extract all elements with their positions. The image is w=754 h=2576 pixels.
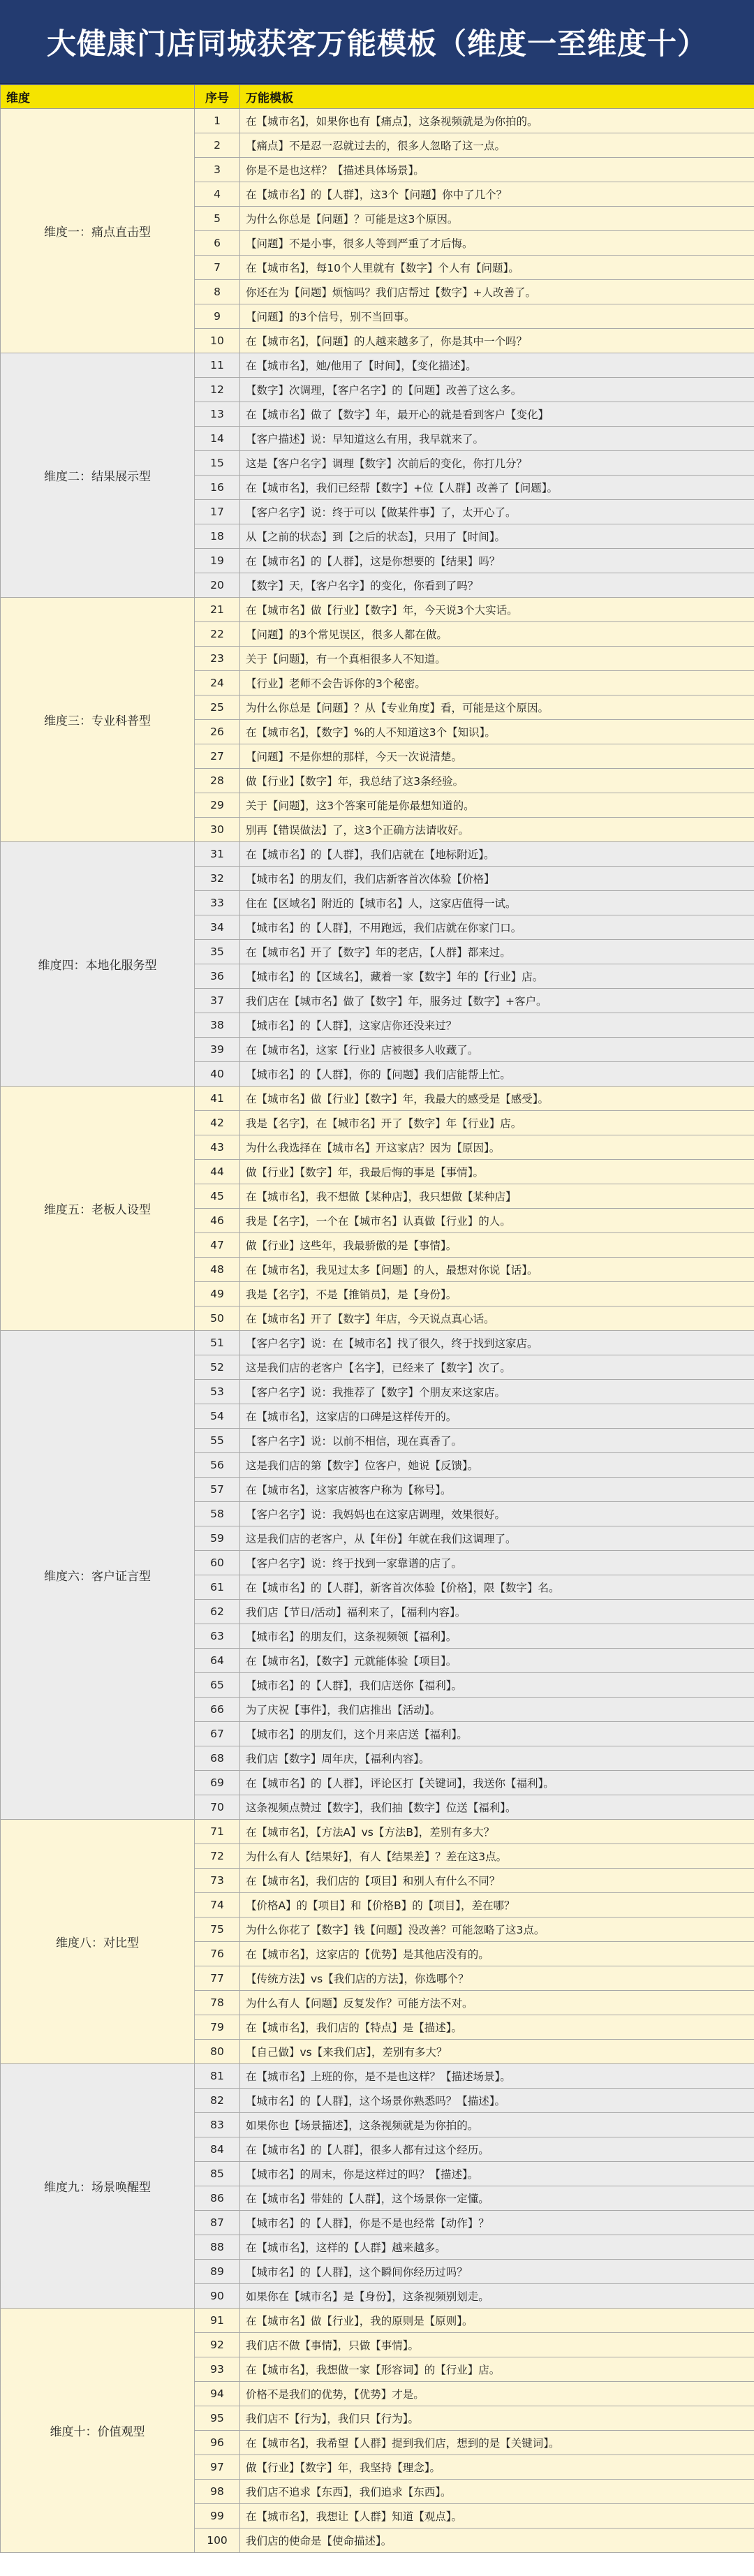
row-number: 50 xyxy=(195,1307,240,1331)
row-number: 55 xyxy=(195,1429,240,1453)
row-number: 58 xyxy=(195,1502,240,1526)
row-number: 14 xyxy=(195,427,240,451)
template-text: 从【之前的状态】到【之后的状态】，只用了【时间】。 xyxy=(240,524,754,549)
dimension-cell: 维度五：老板人设型 xyxy=(1,1087,195,1331)
template-text: 在【城市名】，【数字】元就能体验【项目】。 xyxy=(240,1649,754,1673)
row-number: 71 xyxy=(195,1820,240,1844)
header-template: 万能模板 xyxy=(240,85,754,109)
template-text: 我们店在【城市名】做了【数字】年，服务过【数字】+客户。 xyxy=(240,989,754,1013)
template-text: 在【城市名】，这家店被客户称为【称号】。 xyxy=(240,1478,754,1502)
row-number: 91 xyxy=(195,2309,240,2333)
template-text: 【问题】的3个常见误区，很多人都在做。 xyxy=(240,622,754,647)
row-number: 97 xyxy=(195,2455,240,2480)
template-table xyxy=(0,84,754,2553)
template-text: 在【城市名】的【人群】，评论区打【关键词】，我送你【福利】。 xyxy=(240,1771,754,1795)
row-number: 94 xyxy=(195,2382,240,2406)
template-text: 【城市名】的朋友们，我们店新客首次体验【价格】 xyxy=(240,867,754,891)
row-number: 88 xyxy=(195,2235,240,2260)
row-number: 53 xyxy=(195,1380,240,1404)
template-text: 这是我们店的老客户【名字】，已经来了【数字】次了。 xyxy=(240,1355,754,1380)
template-text: 在【城市名】，这样的【人群】越来越多。 xyxy=(240,2235,754,2260)
table-row xyxy=(1,1820,754,1844)
row-number: 27 xyxy=(195,744,240,769)
template-text: 在【城市名】做【行业】，我的原则是【原则】。 xyxy=(240,2309,754,2333)
template-text: 在【城市名】，我希望【人群】提到我们店，想到的是【关键词】。 xyxy=(240,2431,754,2455)
template-text: 我们店【节日/活动】福利来了，【福利内容】。 xyxy=(240,1600,754,1624)
template-text: 【痛点】不是忍一忍就过去的，很多人忽略了这一点。 xyxy=(240,133,754,158)
template-text: 【城市名】的【人群】，你是不是也经常【动作】？ xyxy=(240,2211,754,2235)
template-text: 在【城市名】做了【数字】年，最开心的就是看到客户【变化】 xyxy=(240,402,754,427)
template-text: 在【城市名】，她/他用了【时间】，【变化描述】。 xyxy=(240,353,754,378)
template-text: 【数字】次调理，【客户名字】的【问题】改善了这么多。 xyxy=(240,378,754,402)
table-row xyxy=(1,1331,754,1355)
template-text: 我是【名字】，一个在【城市名】认真做【行业】的人。 xyxy=(240,1209,754,1233)
template-text: 【城市名】的【人群】，我们店送你【福利】。 xyxy=(240,1673,754,1698)
template-text: 在【城市名】带娃的【人群】，这个场景你一定懂。 xyxy=(240,2186,754,2211)
row-number: 93 xyxy=(195,2357,240,2382)
row-number: 73 xyxy=(195,1869,240,1893)
template-text: 【客户名字】说：以前不相信，现在真香了。 xyxy=(240,1429,754,1453)
template-text: 这条视频点赞过【数字】，我们抽【数字】位送【福利】。 xyxy=(240,1795,754,1820)
template-text: 如果你在【城市名】是【身份】，这条视频别划走。 xyxy=(240,2284,754,2309)
dimension-cell: 维度三：专业科普型 xyxy=(1,598,195,842)
template-text: 在【城市名】，我不想做【某种店】，我只想做【某种店】 xyxy=(240,1184,754,1209)
template-text: 在【城市名】，我们店的【项目】和别人有什么不同？ xyxy=(240,1869,754,1893)
template-text: 【城市名】的【人群】，不用跑远，我们店就在你家门口。 xyxy=(240,915,754,940)
template-text: 【价格A】的【项目】和【价格B】的【项目】，差在哪？ xyxy=(240,1893,754,1918)
template-text: 做【行业】【数字】年，我总结了这3条经验。 xyxy=(240,769,754,793)
template-text: 我们店的使命是【使命描述】。 xyxy=(240,2529,754,2553)
row-number: 66 xyxy=(195,1698,240,1722)
template-text: 【城市名】的【区域名】，藏着一家【数字】年的【行业】店。 xyxy=(240,964,754,989)
row-number: 61 xyxy=(195,1575,240,1600)
template-text: 在【城市名】做【行业】【数字】年，今天说3个大实话。 xyxy=(240,598,754,622)
row-number: 69 xyxy=(195,1771,240,1795)
row-number: 9 xyxy=(195,304,240,329)
template-text: 【城市名】的【人群】，这个场景你熟悉吗？【描述】。 xyxy=(240,2089,754,2113)
template-text: 【行业】老师不会告诉你的3个秘密。 xyxy=(240,671,754,695)
row-number: 8 xyxy=(195,280,240,304)
row-number: 1 xyxy=(195,109,240,133)
template-text: 如果你也【场景描述】，这条视频就是为你拍的。 xyxy=(240,2113,754,2137)
header-number: 序号 xyxy=(195,85,240,109)
dimension-cell: 维度一：痛点直击型 xyxy=(1,109,195,353)
row-number: 85 xyxy=(195,2162,240,2186)
row-number: 33 xyxy=(195,891,240,915)
template-text: 在【城市名】上班的你，是不是也这样？【描述场景】。 xyxy=(240,2064,754,2089)
template-text: 【客户名字】说：我妈妈也在这家店调理，效果很好。 xyxy=(240,1502,754,1526)
row-number: 63 xyxy=(195,1624,240,1649)
template-text: 在【城市名】，我们已经帮【数字】+位【人群】改善了【问题】。 xyxy=(240,476,754,500)
row-number: 44 xyxy=(195,1160,240,1184)
row-number: 22 xyxy=(195,622,240,647)
template-text: 在【城市名】，【数字】%的人不知道这3个【知识】。 xyxy=(240,720,754,744)
template-text: 【数字】天，【客户名字】的变化，你看到了吗？ xyxy=(240,573,754,598)
row-number: 32 xyxy=(195,867,240,891)
table-row xyxy=(1,353,754,378)
template-text: 在【城市名】开了【数字】年店，今天说点真心话。 xyxy=(240,1307,754,1331)
row-number: 64 xyxy=(195,1649,240,1673)
row-number: 83 xyxy=(195,2113,240,2137)
row-number: 46 xyxy=(195,1209,240,1233)
template-text: 在【城市名】的【人群】，很多人都有过这个经历。 xyxy=(240,2137,754,2162)
row-number: 23 xyxy=(195,647,240,671)
template-text: 在【城市名】，这家店的【优势】是其他店没有的。 xyxy=(240,1942,754,1966)
row-number: 29 xyxy=(195,793,240,818)
row-number: 16 xyxy=(195,476,240,500)
template-text: 【客户名字】说：终于找到一家靠谱的店了。 xyxy=(240,1551,754,1575)
row-number: 89 xyxy=(195,2260,240,2284)
table-header-row xyxy=(1,85,754,109)
template-text: 【城市名】的【人群】，这个瞬间你经历过吗？ xyxy=(240,2260,754,2284)
row-number: 21 xyxy=(195,598,240,622)
template-text: 你还在为【问题】烦恼吗？我们店帮过【数字】+人改善了。 xyxy=(240,280,754,304)
template-text: 【客户名字】说：终于可以【做某件事】了，太开心了。 xyxy=(240,500,754,524)
row-number: 87 xyxy=(195,2211,240,2235)
table-row xyxy=(1,842,754,867)
template-text: 在【城市名】，我见过太多【问题】的人，最想对你说【话】。 xyxy=(240,1258,754,1282)
template-text: 价格不是我们的优势，【优势】才是。 xyxy=(240,2382,754,2406)
template-text: 在【城市名】，我们店的【特点】是【描述】。 xyxy=(240,2015,754,2040)
row-number: 38 xyxy=(195,1013,240,1038)
template-text: 这是我们店的老客户，从【年份】年就在我们这调理了。 xyxy=(240,1526,754,1551)
template-text: 关于【问题】，有一个真相很多人不知道。 xyxy=(240,647,754,671)
row-number: 68 xyxy=(195,1746,240,1771)
row-number: 79 xyxy=(195,2015,240,2040)
template-text: 【城市名】的【人群】，这家店你还没来过？ xyxy=(240,1013,754,1038)
row-number: 15 xyxy=(195,451,240,476)
template-text: 关于【问题】，这3个答案可能是你最想知道的。 xyxy=(240,793,754,818)
row-number: 54 xyxy=(195,1404,240,1429)
template-text: 我是【名字】，不是【推销员】，是【身份】。 xyxy=(240,1282,754,1307)
row-number: 81 xyxy=(195,2064,240,2089)
template-text: 你是不是也这样？【描述具体场景】。 xyxy=(240,158,754,182)
template-text: 在【城市名】，每10个人里就有【数字】个人有【问题】。 xyxy=(240,256,754,280)
row-number: 99 xyxy=(195,2504,240,2529)
template-text: 在【城市名】的【人群】，这是你想要的【结果】吗？ xyxy=(240,549,754,573)
template-text: 为什么你总是【问题】？从【专业角度】看，可能是这个原因。 xyxy=(240,695,754,720)
row-number: 34 xyxy=(195,915,240,940)
dimension-cell: 维度四：本地化服务型 xyxy=(1,842,195,1087)
dimension-cell: 维度九：场景唤醒型 xyxy=(1,2064,195,2309)
row-number: 74 xyxy=(195,1893,240,1918)
row-number: 48 xyxy=(195,1258,240,1282)
template-text: 我是【名字】，在【城市名】开了【数字】年【行业】店。 xyxy=(240,1111,754,1135)
template-text: 在【城市名】做【行业】【数字】年，我最大的感受是【感受】。 xyxy=(240,1087,754,1111)
dimension-cell: 维度六：客户证言型 xyxy=(1,1331,195,1820)
template-text: 在【城市名】，如果你也有【痛点】，这条视频就是为你拍的。 xyxy=(240,109,754,133)
row-number: 26 xyxy=(195,720,240,744)
row-number: 72 xyxy=(195,1844,240,1869)
template-text: 【客户名字】说：在【城市名】找了很久，终于找到这家店。 xyxy=(240,1331,754,1355)
row-number: 19 xyxy=(195,549,240,573)
template-text: 【客户名字】说：我推荐了【数字】个朋友来这家店。 xyxy=(240,1380,754,1404)
row-number: 47 xyxy=(195,1233,240,1258)
row-number: 4 xyxy=(195,182,240,207)
template-text: 在【城市名】开了【数字】年的老店，【人群】都来过。 xyxy=(240,940,754,964)
dimension-cell: 维度十：价值观型 xyxy=(1,2309,195,2553)
row-number: 6 xyxy=(195,231,240,256)
template-text: 在【城市名】，我想做一家【形容词】的【行业】店。 xyxy=(240,2357,754,2382)
template-text: 为什么我选择在【城市名】开这家店？因为【原因】。 xyxy=(240,1135,754,1160)
row-number: 35 xyxy=(195,940,240,964)
row-number: 45 xyxy=(195,1184,240,1209)
row-number: 80 xyxy=(195,2040,240,2064)
row-number: 60 xyxy=(195,1551,240,1575)
row-number: 100 xyxy=(195,2529,240,2553)
template-text: 【城市名】的朋友们，这个月来店送【福利】。 xyxy=(240,1722,754,1746)
template-text: 【问题】不是小事，很多人等到严重了才后悔。 xyxy=(240,231,754,256)
template-text: 这是【客户名字】调理【数字】次前后的变化，你打几分？ xyxy=(240,451,754,476)
row-number: 57 xyxy=(195,1478,240,1502)
template-text: 在【城市名】，我想让【人群】知道【观点】。 xyxy=(240,2504,754,2529)
template-text: 别再【错误做法】了，这3个正确方法请收好。 xyxy=(240,818,754,842)
table-row xyxy=(1,1087,754,1111)
template-text: 我们店不做【事情】，只做【事情】。 xyxy=(240,2333,754,2357)
template-text: 【客户描述】说：早知道这么有用，我早就来了。 xyxy=(240,427,754,451)
row-number: 75 xyxy=(195,1918,240,1942)
row-number: 36 xyxy=(195,964,240,989)
row-number: 96 xyxy=(195,2431,240,2455)
template-text: 做【行业】这些年，我最骄傲的是【事情】。 xyxy=(240,1233,754,1258)
row-number: 2 xyxy=(195,133,240,158)
row-number: 78 xyxy=(195,1991,240,2015)
header-dimension: 维度 xyxy=(1,85,195,109)
row-number: 18 xyxy=(195,524,240,549)
row-number: 76 xyxy=(195,1942,240,1966)
row-number: 5 xyxy=(195,207,240,231)
row-number: 84 xyxy=(195,2137,240,2162)
template-text: 我们店不【行为】，我们只【行为】。 xyxy=(240,2406,754,2431)
template-text: 在【城市名】的【人群】，我们店就在【地标附近】。 xyxy=(240,842,754,867)
row-number: 39 xyxy=(195,1038,240,1062)
row-number: 62 xyxy=(195,1600,240,1624)
template-text: 在【城市名】，【方法A】vs【方法B】，差别有多大？ xyxy=(240,1820,754,1844)
template-text: 在【城市名】，这家店的口碑是这样传开的。 xyxy=(240,1404,754,1429)
row-number: 31 xyxy=(195,842,240,867)
table-row xyxy=(1,2064,754,2089)
row-number: 67 xyxy=(195,1722,240,1746)
template-text: 我们店【数字】周年庆，【福利内容】。 xyxy=(240,1746,754,1771)
template-text: 【城市名】的【人群】，你的【问题】我们店能帮上忙。 xyxy=(240,1062,754,1087)
row-number: 7 xyxy=(195,256,240,280)
row-number: 49 xyxy=(195,1282,240,1307)
row-number: 90 xyxy=(195,2284,240,2309)
template-text: 住在【区域名】附近的【城市名】人，这家店值得一试。 xyxy=(240,891,754,915)
row-number: 12 xyxy=(195,378,240,402)
template-text: 我们店不追求【东西】，我们追求【东西】。 xyxy=(240,2480,754,2504)
dimension-cell: 维度二：结果展示型 xyxy=(1,353,195,598)
template-text: 为什么你花了【数字】钱【问题】没改善？可能忽略了这3点。 xyxy=(240,1918,754,1942)
template-text: 在【城市名】，这家【行业】店被很多人收藏了。 xyxy=(240,1038,754,1062)
row-number: 77 xyxy=(195,1966,240,1991)
row-number: 17 xyxy=(195,500,240,524)
dimension-cell: 维度八：对比型 xyxy=(1,1820,195,2064)
template-text: 【城市名】的朋友们，这条视频领【福利】。 xyxy=(240,1624,754,1649)
row-number: 30 xyxy=(195,818,240,842)
row-number: 92 xyxy=(195,2333,240,2357)
row-number: 65 xyxy=(195,1673,240,1698)
row-number: 10 xyxy=(195,329,240,353)
row-number: 59 xyxy=(195,1526,240,1551)
template-text: 【问题】不是你想的那样，今天一次说清楚。 xyxy=(240,744,754,769)
row-number: 41 xyxy=(195,1087,240,1111)
table-row xyxy=(1,598,754,622)
template-text: 为了庆祝【事件】，我们店推出【活动】。 xyxy=(240,1698,754,1722)
row-number: 70 xyxy=(195,1795,240,1820)
row-number: 20 xyxy=(195,573,240,598)
template-text: 这是我们店的第【数字】位客户，她说【反馈】。 xyxy=(240,1453,754,1478)
template-text: 在【城市名】的【人群】，新客首次体验【价格】，限【数字】名。 xyxy=(240,1575,754,1600)
table-body xyxy=(1,109,754,2553)
row-number: 28 xyxy=(195,769,240,793)
page-title: 大健康门店同城获客万能模板（维度一至维度十） xyxy=(0,0,754,84)
row-number: 24 xyxy=(195,671,240,695)
template-text: 【城市名】的周末，你是这样过的吗？【描述】。 xyxy=(240,2162,754,2186)
table-row xyxy=(1,109,754,133)
template-text: 为什么有人【结果好】，有人【结果差】？差在这3点。 xyxy=(240,1844,754,1869)
row-number: 82 xyxy=(195,2089,240,2113)
row-number: 13 xyxy=(195,402,240,427)
table-row xyxy=(1,2309,754,2333)
row-number: 43 xyxy=(195,1135,240,1160)
row-number: 52 xyxy=(195,1355,240,1380)
row-number: 42 xyxy=(195,1111,240,1135)
row-number: 56 xyxy=(195,1453,240,1478)
template-text: 做【行业】【数字】年，我最后悔的事是【事情】。 xyxy=(240,1160,754,1184)
template-text: 【自己做】vs【来我们店】，差别有多大？ xyxy=(240,2040,754,2064)
row-number: 37 xyxy=(195,989,240,1013)
row-number: 25 xyxy=(195,695,240,720)
template-text: 【传统方法】vs【我们店的方法】，你选哪个？ xyxy=(240,1966,754,1991)
row-number: 51 xyxy=(195,1331,240,1355)
template-text: 做【行业】【数字】年，我坚持【理念】。 xyxy=(240,2455,754,2480)
template-text: 为什么有人【问题】反复发作？可能方法不对。 xyxy=(240,1991,754,2015)
row-number: 86 xyxy=(195,2186,240,2211)
row-number: 98 xyxy=(195,2480,240,2504)
row-number: 11 xyxy=(195,353,240,378)
row-number: 95 xyxy=(195,2406,240,2431)
row-number: 3 xyxy=(195,158,240,182)
template-text: 【问题】的3个信号，别不当回事。 xyxy=(240,304,754,329)
row-number: 40 xyxy=(195,1062,240,1087)
template-text: 在【城市名】的【人群】，这3个【问题】你中了几个？ xyxy=(240,182,754,207)
template-text: 为什么你总是【问题】？可能是这3个原因。 xyxy=(240,207,754,231)
template-text: 在【城市名】，【问题】的人越来越多了，你是其中一个吗？ xyxy=(240,329,754,353)
